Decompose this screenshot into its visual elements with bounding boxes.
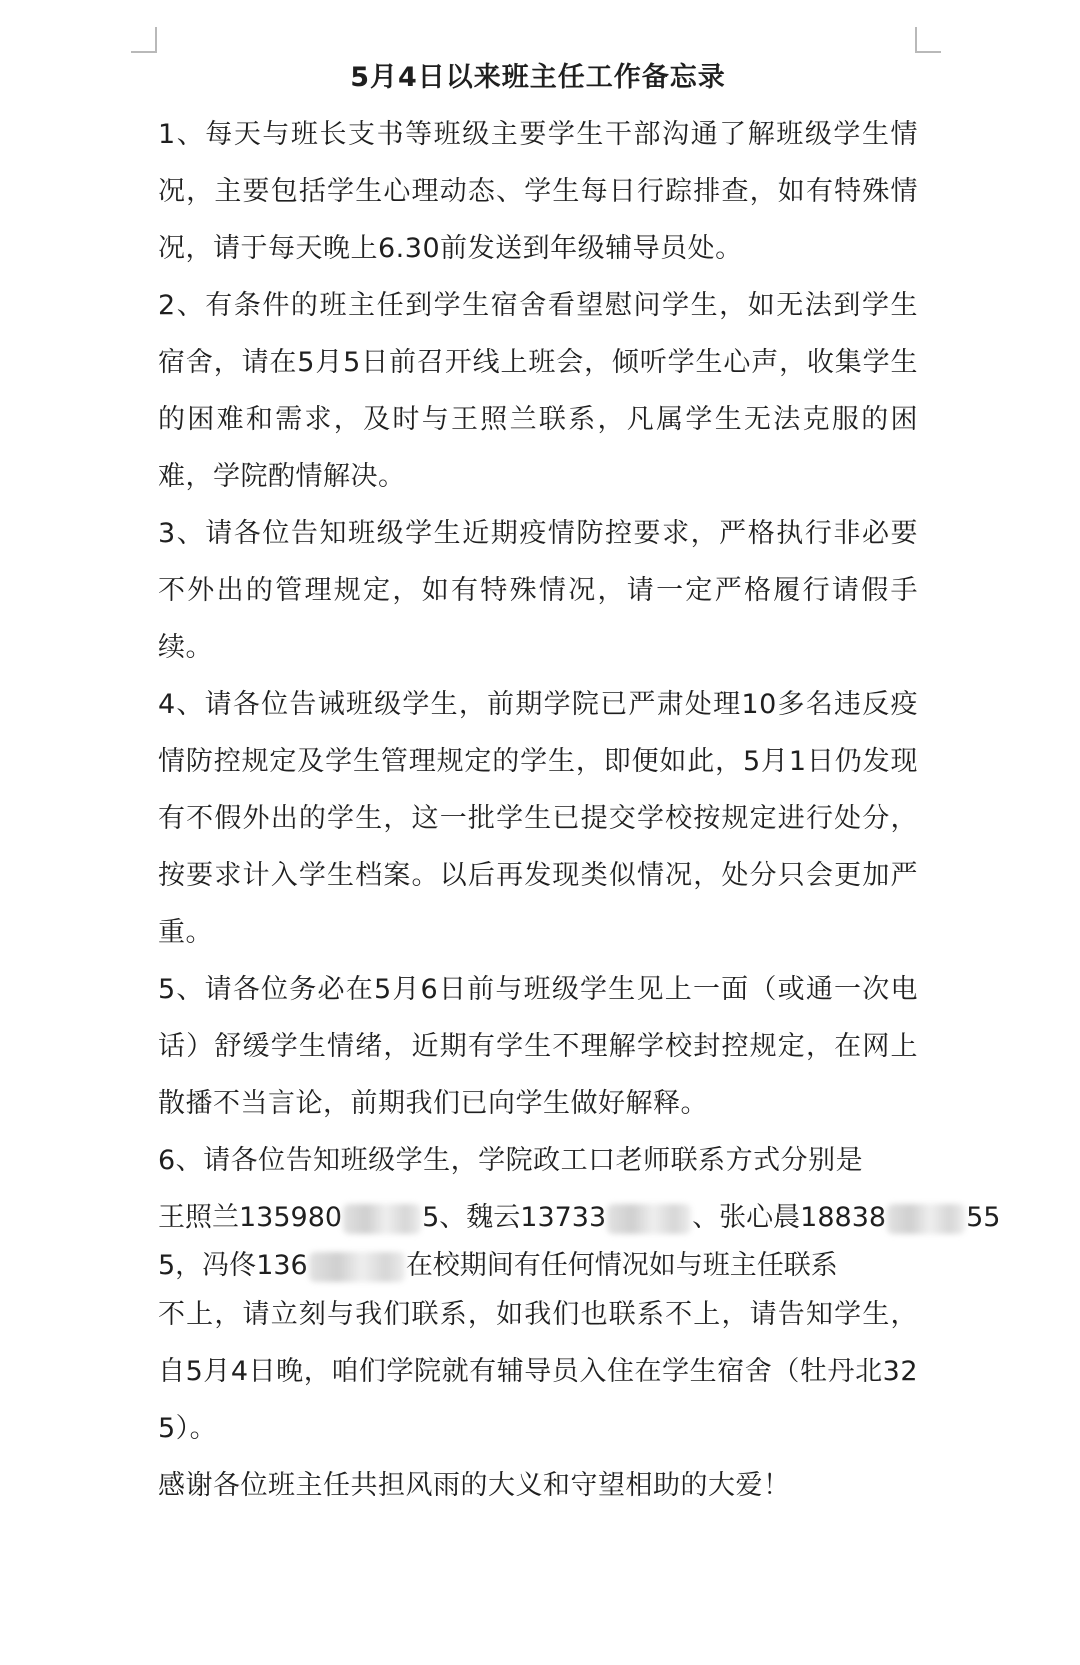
contact-phone-tail: 5 — [422, 1202, 440, 1233]
memo-item-5: 5、请各位务必在5月6日前与班级学生见上一面（或通一次电话）舒缓学生情绪，近期有学生不理解学校封控规定，在网上散播不当言论，前期我们已向学生做好解释。 — [158, 974, 918, 1119]
memo-item-6 — [158, 1132, 1001, 1457]
memo-item-6-remainder: 不上，请立刻与我们联系，如我们也联系不上，请告知学生，自5月4日晚，咱们学院就有辅导员入住在学生宿舍（牡丹北325）。 — [158, 1299, 918, 1444]
document-page — [158, 58, 1001, 1514]
redacted-phone-blur — [887, 1204, 965, 1234]
redacted-phone-blur — [309, 1252, 405, 1282]
memo-item-3: 3、请各位告知班级学生近期疫情防控要求，严格执行非必要不外出的管理规定，如有特殊情况，请一定严格履行请假手续。 — [158, 518, 918, 663]
contact-phone-partial: 136 — [256, 1250, 308, 1281]
contact-phone-partial: 13733 — [520, 1202, 607, 1233]
memo-item-4: 4、请各位告诫班级学生，前期学院已严肃处理10多名违反疫情防控规定及学生管理规定的学生，即便如此，5月1日仍发现有不假外出的学生，这一批学生已提交学校按规定进行处分，按要求计入学生档案。以后再发现类似情况，处分只会更加严重。 — [158, 689, 918, 948]
contact-phone-partial: 135980 — [239, 1202, 343, 1233]
contact-line-1 — [158, 1189, 1001, 1246]
contact-name: 魏云 — [466, 1202, 521, 1233]
separator: 、 — [439, 1202, 467, 1233]
contact-name: 张心晨 — [719, 1202, 801, 1233]
redacted-phone-blur — [343, 1204, 421, 1234]
memo-item-6-intro: 6、请各位告知班级学生，学院政工口老师联系方式分别是 — [158, 1145, 864, 1176]
memo-item-6-text: 在校期间有任何情况如与班主任联系 — [405, 1250, 838, 1281]
page-corner-mark-top-right — [915, 27, 941, 53]
contact-name: 王照兰 — [158, 1202, 239, 1233]
closing-remark: 感谢各位班主任共担风雨的大义和守望相助的大爱！ — [158, 1470, 791, 1501]
contact-line-2 — [158, 1246, 918, 1286]
memo-item-2: 2、有条件的班主任到学生宿舍看望慰问学生，如无法到学生宿舍，请在5月5日前召开线上班会，倾听学生心声，收集学生的困难和需求，及时与王照兰联系，凡属学生无法克服的困难，学院酌情解决。 — [158, 290, 918, 492]
separator: 、 — [692, 1202, 720, 1233]
memo-item-1: 1、每天与班长支书等班级主要学生干部沟通了解班级学生情况，主要包括学生心理动态、学生每日行踪排查，如有特殊情况，请于每天晚上6.30前发送到年级辅导员处。 — [158, 119, 918, 264]
page-corner-mark-top-left — [131, 27, 157, 53]
contact-name: 5，冯佟 — [158, 1250, 257, 1281]
contact-phone-tail: 55 — [966, 1202, 1001, 1233]
redacted-phone-blur — [607, 1204, 691, 1234]
contact-phone-partial: 18838 — [800, 1202, 887, 1233]
document-title: 5月4日以来班主任工作备忘录 — [350, 62, 726, 93]
